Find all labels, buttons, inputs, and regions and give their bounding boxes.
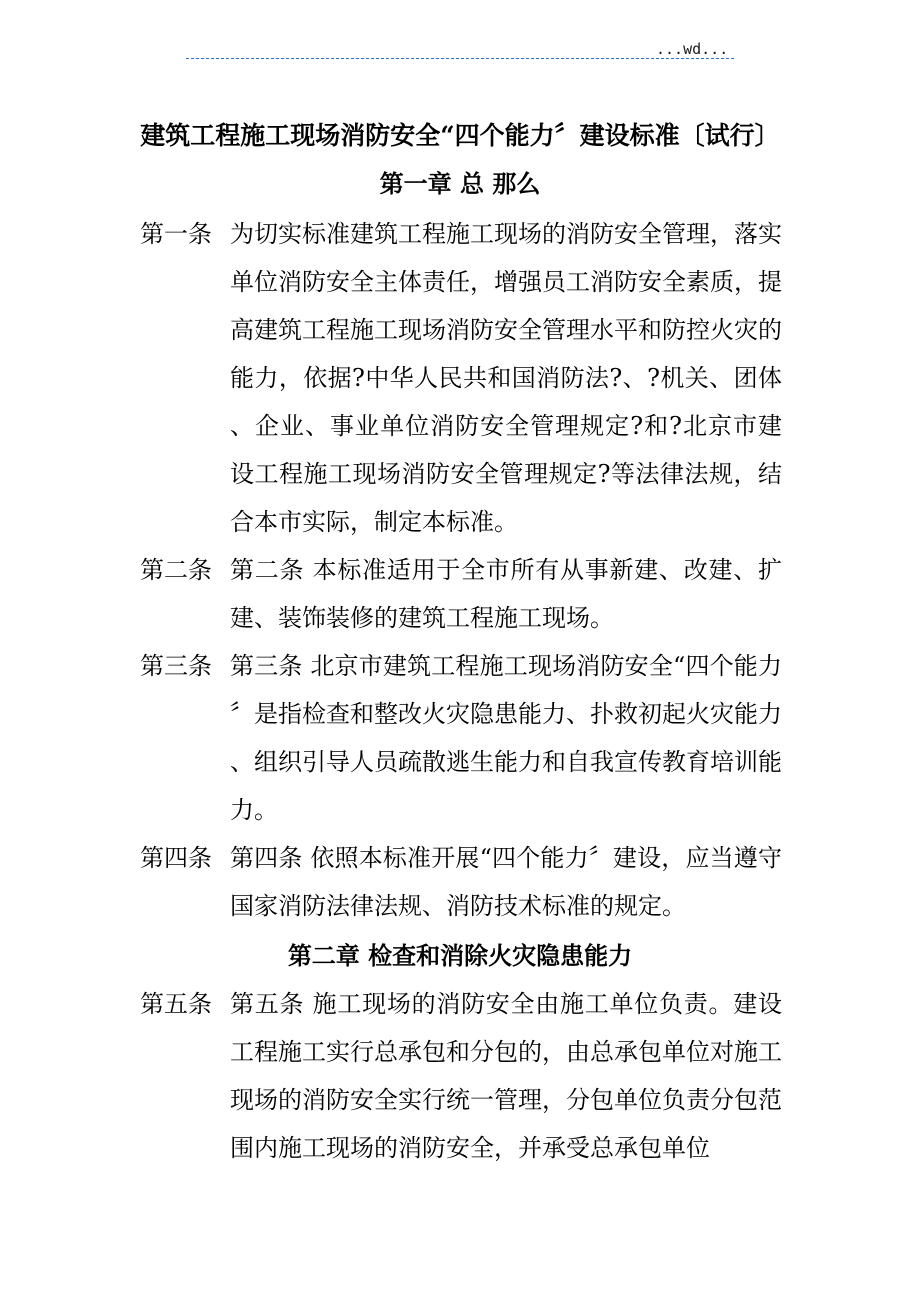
article-text: 第三条 北京市建筑工程施工现场消防安全“四个能力〞是指检查和整改火灾隐患能力、扑救初起火灾能力、组织引导人员疏散逃生能力和自我宣传教育培训能力。: [230, 652, 782, 824]
article-number: 第四条: [140, 844, 212, 872]
article-number: 第二条: [140, 556, 212, 584]
article-number: 第一条: [140, 220, 212, 248]
chapter-heading-1: 第一章 总 那么: [379, 169, 541, 198]
article-4: [140, 834, 800, 930]
article-5: [140, 980, 800, 1172]
header-divider: [186, 58, 734, 59]
header-mark: ...wd...: [656, 40, 729, 58]
article-text: 第五条 施工现场的消防安全由施工单位负责。建设工程施工实行总承包和分包的，由总承包单位对施工现场的消防安全实行统一管理，分包单位负责分包范围内施工现场的消防安全，并承受总承包单位: [230, 990, 782, 1162]
article-number: 第三条: [140, 652, 212, 680]
article-1: [140, 210, 800, 546]
article-text: 第四条 依照本标准开展“四个能力〞建设，应当遵守国家消防法律法规、消防技术标准的规定。: [230, 844, 782, 920]
article-number: 第五条: [140, 990, 212, 1018]
article-text: 为切实标准建筑工程施工现场的消防安全管理，落实单位消防安全主体责任，增强员工消防安全素质，提高建筑工程施工现场消防安全管理水平和防控火灾的能力，依据?中华人民共和国消防法?、?机关、团体、企业、事业单位消防安全管理规定?和?北京市建设工程施工现场消防安全管理规定?等法律法规，结合本市实际，制定本标准。: [230, 220, 782, 536]
article-text: 第二条 本标准适用于全市所有从事新建、改建、扩建、装饰装修的建筑工程施工现场。: [230, 556, 782, 632]
document-title: 建筑工程施工现场消防安全“四个能力〞建设标准〔试行〕: [140, 121, 780, 150]
article-3: [140, 642, 800, 834]
article-2: [140, 546, 800, 642]
chapter-heading-2: 第二章 检查和消除火灾隐患能力: [287, 941, 633, 970]
